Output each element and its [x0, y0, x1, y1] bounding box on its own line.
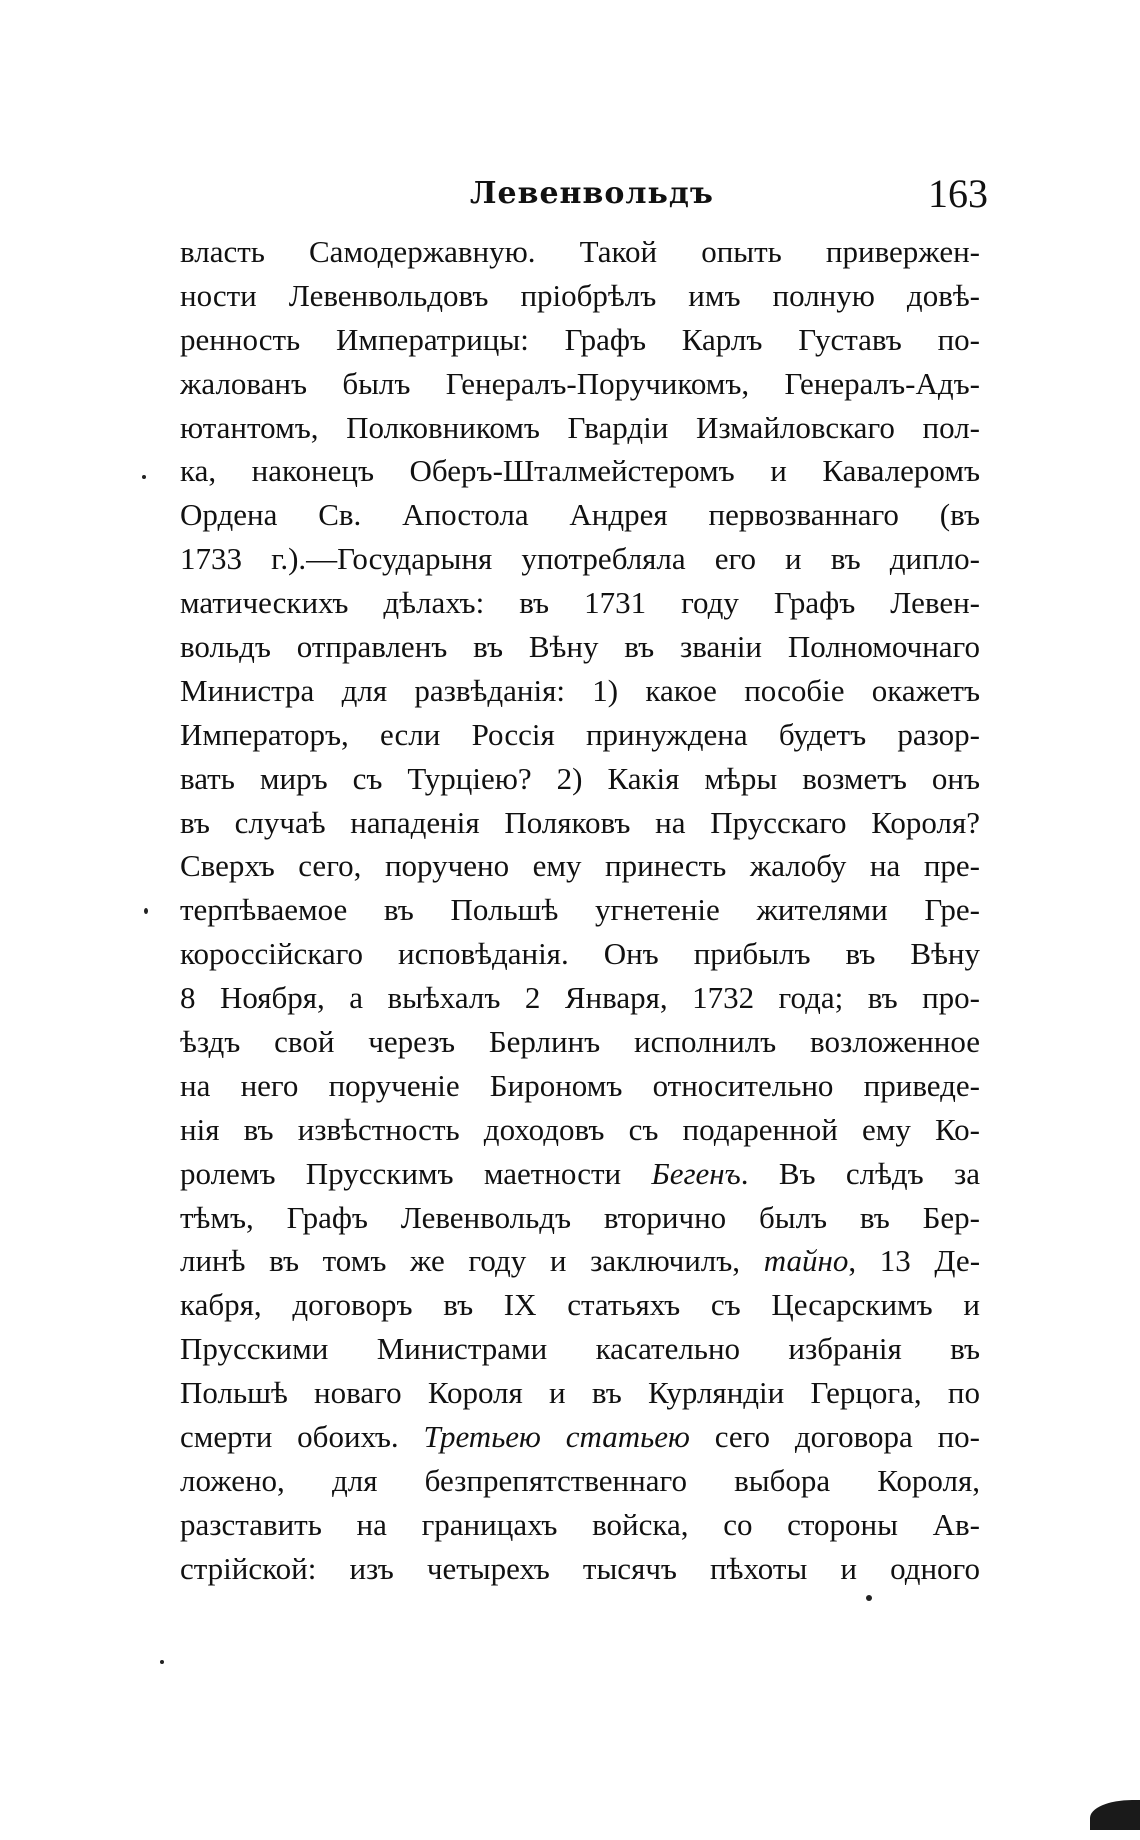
text-line: вать миръ съ Турціею? 2) Какія мѣры возметъ онъ — [180, 760, 980, 796]
text-line: тѣмъ, Графъ Левенвольдъ вторично былъ въ Бер- — [180, 1199, 980, 1235]
text-line-mixed — [180, 1415, 980, 1459]
italic-term: тайно — [763, 1243, 849, 1279]
page-number: 163 — [928, 171, 988, 216]
text-line-mixed — [180, 1239, 980, 1283]
text-line: Польшѣ новаго Короля и въ Курляндіи Герцога, по — [180, 1375, 980, 1411]
text-line: короссійскаго исповѣданія. Онъ прибылъ въ Вѣну — [180, 936, 980, 972]
text-segment: сего договора по- — [689, 1419, 980, 1455]
text-line-mixed — [180, 1152, 980, 1196]
text-line: ютантомъ, Полковникомъ Гвардіи Измайловскаго пол- — [180, 409, 980, 445]
text-line: матическихъ дѣлахъ: въ 1731 году Графъ Левен- — [180, 585, 980, 621]
text-line: ложено, для безпрепятственнаго выбора Короля, — [180, 1462, 980, 1498]
page-edge-smudge — [1090, 1800, 1140, 1830]
body-text — [180, 230, 980, 1591]
text-line: ѣздъ свой черезъ Берлинъ исполнилъ возложенное — [180, 1024, 980, 1060]
text-line: вольдъ отправленъ въ Вѣну въ званіи Полномочнаго — [180, 629, 980, 665]
ink-speck — [866, 1595, 872, 1601]
text-line: 1733 г.).—Государыня употребляла его и въ дипло- — [180, 541, 980, 577]
text-line: разставить на границахъ войска, со стороны Ав- — [180, 1506, 980, 1542]
text-segment: , 13 Де- — [848, 1243, 980, 1279]
ink-speck — [142, 475, 146, 479]
ink-speck — [160, 1660, 164, 1664]
text-line: Ордена Св. Апостола Андрея первозваннаго (въ — [180, 497, 980, 533]
text-line: Министра для развѣданія: 1) какое пособіе окажетъ — [180, 672, 980, 708]
text-line: стрійской: изъ четырехъ тысячъ пѣхоты и одного — [180, 1550, 980, 1586]
text-segment: ролемъ Прусскимъ маетности — [180, 1155, 622, 1191]
text-line: Сверхъ сего, поручено ему принесть жалобу на пре- — [180, 848, 980, 884]
text-segment: линѣ въ томъ же году и заключилъ, — [180, 1243, 741, 1279]
text-line: терпѣваемое въ Польшѣ угнетеніе жителями Гре- — [180, 892, 980, 928]
text-line: ка, наконецъ Оберъ-Шталмейстеромъ и Кавалеромъ — [180, 453, 980, 489]
text-line: Императоръ, если Россія принуждена будетъ разор- — [180, 716, 980, 752]
italic-term: Бегенъ — [651, 1155, 741, 1191]
text-line: ренность Императрицы: Графъ Карлъ Густавъ по- — [180, 321, 980, 357]
text-line: ности Левенвольдовъ пріобрѣлъ имъ полную довѣ- — [180, 277, 980, 313]
text-segment: . Въ слѣдъ за — [740, 1155, 980, 1191]
text-line: на него порученіе Бирономъ относительно приведе- — [180, 1067, 980, 1103]
text-line: въ случаѣ нападенія Поляковъ на Прусскаго Короля? — [180, 804, 980, 840]
text-line: жалованъ былъ Генералъ-Поручикомъ, Генералъ-Адъ- — [180, 365, 980, 401]
text-line: кабря, договоръ въ IX статьяхъ съ Цесарскимъ и — [180, 1287, 980, 1323]
text-line: Прусскими Министрами касательно избранія въ — [180, 1331, 980, 1367]
text-line: нія въ извѣстность доходовъ съ подаренной ему Ко- — [180, 1111, 980, 1147]
text-line: 8 Ноября, а выѣхалъ 2 Января, 1732 года; въ про- — [180, 980, 980, 1016]
ink-speck — [144, 908, 148, 914]
italic-term: Третьею статьею — [423, 1419, 690, 1455]
text-segment: смерти обоихъ. — [180, 1419, 399, 1455]
running-title: Левенвольдъ — [470, 176, 714, 211]
text-line: власть Самодержавную. Такой опыть привержен- — [180, 234, 980, 269]
